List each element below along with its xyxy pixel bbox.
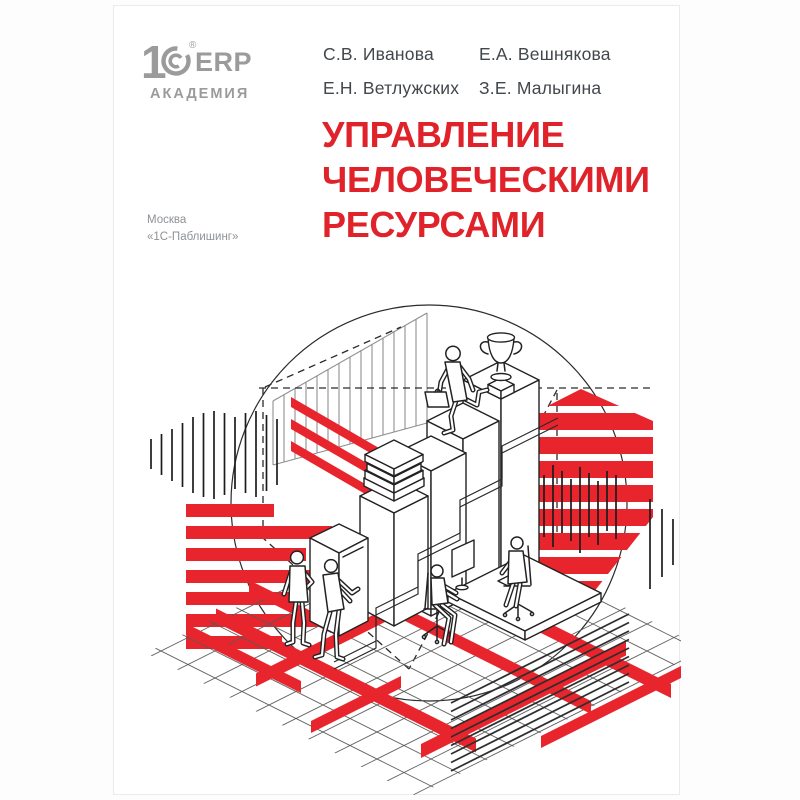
- briefcase-icon: [425, 389, 449, 407]
- publisher-name: «1С-Паблишинг»: [147, 230, 239, 243]
- authors-block: [323, 44, 611, 99]
- title-line: ЧЕЛОВЕЧЕСКИМИ: [322, 159, 650, 200]
- left-barcode-bars: [151, 411, 277, 499]
- title-line: РЕСУРСАМИ: [322, 204, 546, 245]
- author-name: Е.А. Вешнякова: [479, 44, 611, 64]
- author-name: С.В. Иванова: [323, 44, 434, 64]
- hatch-lines: [451, 614, 629, 771]
- logo-academy: АКАДЕМИЯ: [150, 86, 250, 102]
- 1c-erp-academy-logo: [139, 34, 269, 106]
- registered-mark: ®: [189, 40, 197, 51]
- book-cover: [113, 5, 680, 795]
- book-title: [322, 112, 650, 247]
- publisher-info: [147, 212, 238, 245]
- logo-erp: ERP: [195, 47, 253, 77]
- author-name: З.Е. Малыгина: [479, 78, 602, 98]
- title-line: УПРАВЛЕНИЕ: [322, 114, 565, 155]
- vertical-strip-fence: [273, 313, 427, 465]
- author-name: Е.Н. Ветлужских: [323, 78, 460, 98]
- office-desk-scene: [448, 540, 601, 640]
- logo-one: 1: [141, 36, 167, 88]
- publisher-city: Москва: [147, 214, 187, 226]
